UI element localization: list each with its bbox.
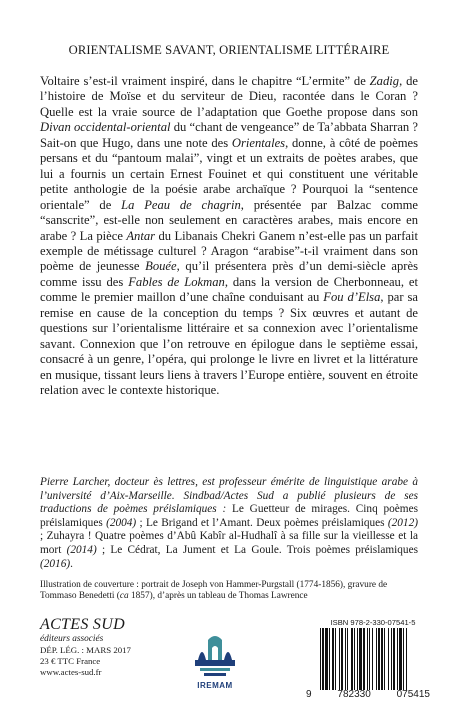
bio-text: ; Le Cédrat, La Jument et La Goule. Trois poèmes préislamiques	[96, 543, 418, 556]
legal-deposit: DÉP. LÉG. : MARS 2017	[40, 645, 131, 655]
credit-text: 1857), d’après un tableau de Thomas Lawrence	[128, 591, 308, 602]
bio-year: (2004)	[106, 516, 137, 529]
isbn-number: ISBN 978-2-330-07541-5	[330, 618, 416, 627]
blurb-text: , présentée par Balzac comme “sanscrite”, est-elle non seulement en caractères arabes, mais encore en arabe ? La pièce	[40, 197, 419, 243]
barcode-bar	[345, 628, 346, 690]
barcode-bar	[320, 628, 321, 690]
barcode-bar	[359, 628, 362, 690]
barcode-bar	[391, 628, 392, 690]
barcode-bar	[339, 628, 340, 690]
back-cover-blurb	[40, 74, 418, 399]
blurb-text: Voltaire s’est-il vraiment inspiré, dans le chapitre “L’ermite” de	[40, 74, 370, 88]
work-title-bouee: Bouée	[145, 259, 177, 274]
publisher-website: www.actes-sud.fr	[40, 667, 102, 678]
bio-year: (2014)	[66, 543, 97, 556]
bio-text: .	[70, 557, 73, 570]
barcode-bar	[329, 628, 330, 690]
blurb-text: , qu’il présentera près d’un demi-siècle après comme issu des	[40, 259, 418, 289]
blurb-text: , de l’histoire de Moïse et du serviteur de Dieu, racontée dans le Coran ? Quelle est la vraie source de l’adaptation que Goethe propose dans son	[40, 74, 418, 119]
barcode-bar	[403, 628, 404, 690]
credit-circa: ca	[119, 591, 129, 602]
book-title: ORIENTALISME SAVANT, ORIENTALISME LITTÉRAIRE	[68, 43, 390, 57]
barcode-bar	[369, 628, 370, 690]
cover-illustration-credit	[40, 580, 418, 603]
author-bio	[40, 476, 418, 571]
barcode-digit-group: 075415	[396, 689, 430, 700]
barcode-bar	[393, 628, 395, 690]
bio-intro: Pierre Larcher, docteur ès lettres, est professeur émérite de linguistique arabe à l’université d’Aix-Marseille. Sindbad/Actes Sud a publié plusieurs de ses traductions de poèmes préislamiques :	[40, 476, 418, 516]
blurb-text: , donne, à côté de poèmes persans et du “pantoum malai”, vingt et un extraits de poètes arabes, que lui a fournis un certain Ernest Fouinet et qui constituent une véritable petite anthologie de la poésie arabe archaïque ? Pourquoi la “sentence orientale” de	[40, 135, 418, 212]
barcode-bar	[341, 628, 343, 690]
work-title-fou-d-elsa: Fou d’Elsa	[323, 290, 381, 305]
work-title-antar: Antar	[126, 228, 156, 243]
barcode-bar	[357, 628, 358, 690]
barcode-bar	[351, 628, 353, 690]
barcode-digits	[306, 689, 430, 700]
barcode-bar	[322, 628, 324, 690]
work-title-divan: Divan occidental-oriental	[40, 120, 171, 135]
blurb-text: , dans la version de Cherbonneau, et comme le premier maillon d’une chaîne conduisant au	[40, 274, 418, 305]
publisher-block	[40, 616, 160, 679]
iremam-logo-icon	[192, 630, 238, 684]
barcode-bar	[372, 628, 373, 690]
barcode-bar	[376, 628, 377, 690]
barcode-bar	[354, 628, 355, 690]
barcode-bar	[399, 628, 402, 690]
barcode-bar	[384, 628, 385, 690]
barcode-bar	[381, 628, 383, 690]
publisher-subtitle: éditeurs associés	[40, 634, 104, 644]
barcode-bar	[347, 628, 348, 690]
barcode-digit-group: 9	[306, 689, 312, 700]
blurb-text: , par sa remise en cause de la conception du temps ? Six œuvres et autant de questions sur l’orientalisme littéraire et sa connexion avec l’orientalisme savant. Connexion que l’on retrouve en épilogue dans le septième essai, consacré à un genre, l’opéra, qui prolonge le livre en livret et la littérature en musique, tissant leurs liens à travers l’Europe entière, souvent en étroite relation avec le contexte historique.	[40, 290, 418, 398]
barcode-bar	[406, 628, 407, 690]
barcode-bar	[388, 628, 389, 690]
bio-text: ; Zuhayra ! Quatre poèmes d’Abû Kabîr al-Hudhalî à sa fille sur la vieillesse et la mort	[40, 530, 418, 556]
bio-year: (2012)	[387, 516, 418, 529]
blurb-text: du “chant de vengeance” de Ta’abbata Sharran ? Sait-on que Hugo, dans une note des	[40, 120, 418, 150]
blurb-text: du Libanais Chekri Ganem n’est-elle pas un parfait exemple de métissage culturel ? Aragon “arabise”-t-il vraiment dans son poème de jeunesse	[40, 228, 418, 274]
bio-text: Le Guetteur de mirages. Cinq poèmes préislamiques	[40, 503, 419, 529]
barcode-bar	[378, 628, 380, 690]
barcode-bar	[367, 628, 368, 690]
work-title-fables-de-lokman: Fables de Lokman	[128, 274, 225, 289]
barcode-bar	[363, 628, 365, 690]
work-title-orientales: Orientales	[231, 135, 286, 150]
work-title-peau-de-chagrin: La Peau de chagrin	[121, 197, 241, 212]
blurb-paragraph	[40, 74, 418, 399]
bio-paragraph	[40, 476, 418, 571]
publisher-name: ACTES SUD	[40, 616, 125, 633]
barcode-bar	[397, 628, 398, 690]
barcode-digit-group: 782330	[337, 689, 371, 700]
bio-text: ; Le Brigand et l’Amant. Deux poèmes préislamiques	[136, 516, 388, 529]
iremam-emblem	[195, 636, 235, 676]
iremam-label: IREMAM	[197, 681, 233, 690]
barcode-bar	[325, 628, 328, 690]
credit-text: Illustration de couverture : portrait de Joseph von Hammer-Purgstall (1774-1856), gravure de Tommaso Benedetti (	[40, 580, 388, 602]
price: 23 € TTC France	[40, 656, 101, 667]
barcode-bar	[335, 628, 336, 690]
barcode-icon	[318, 628, 426, 690]
barcode-bar	[332, 628, 334, 690]
work-title-zadig: Zadig	[369, 74, 400, 88]
bio-year: (2016)	[40, 557, 71, 570]
